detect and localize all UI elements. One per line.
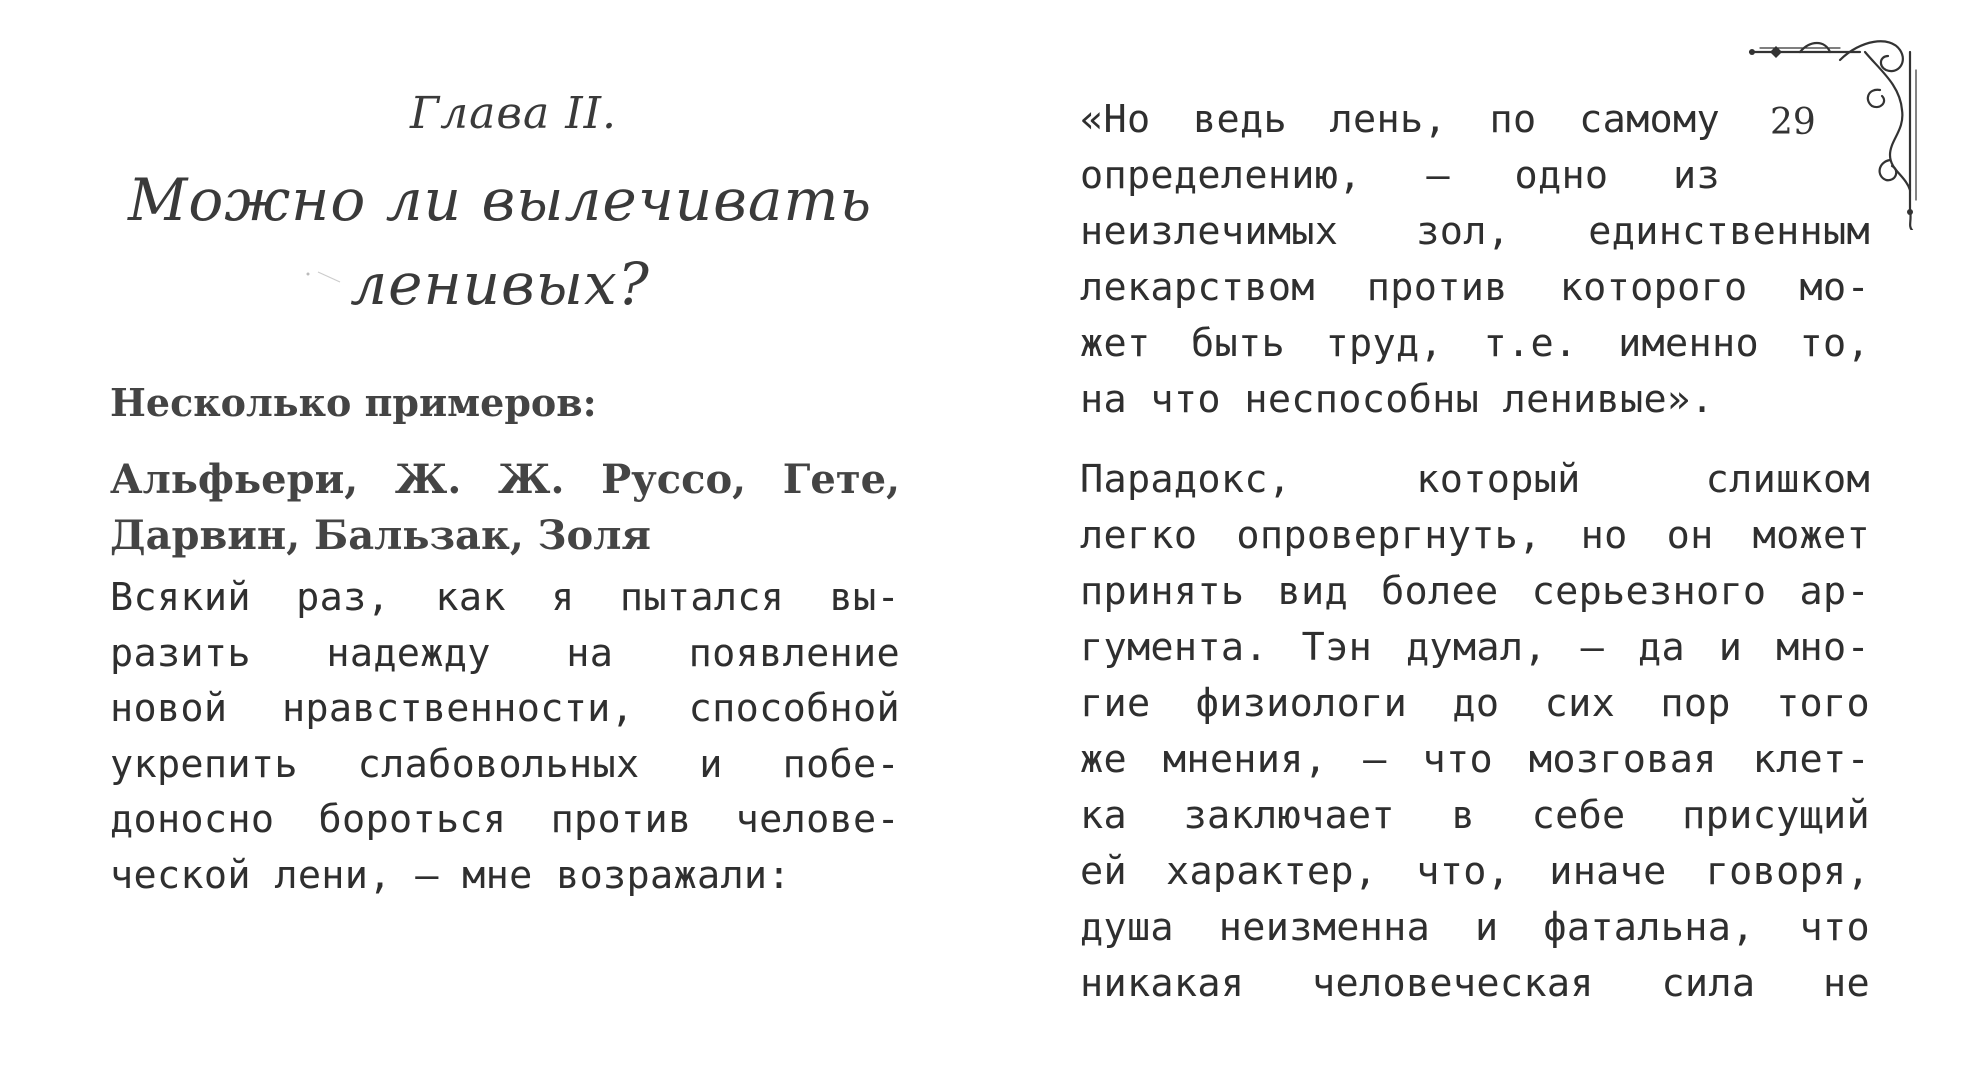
chapter-title-line-2: ленивых? xyxy=(350,250,650,318)
chapter-label: Глава II. xyxy=(410,88,617,139)
body-line: никакая человеческая сила не xyxy=(1080,961,1870,1006)
body-line: ка заключает в себе присущий xyxy=(1080,793,1870,838)
scan-speck-icon xyxy=(300,260,360,290)
body-line: новой нравственности, способной xyxy=(110,686,900,731)
body-line: лекарством против которого мо- xyxy=(1080,265,1870,310)
body-line: же мнения, – что мозговая клет- xyxy=(1080,737,1870,782)
body-line: «Но ведь лень, по самому xyxy=(1080,97,1720,142)
body-line: Парадокс, который слишком xyxy=(1080,457,1870,502)
body-line: жет быть труд, т.е. именно то, xyxy=(1080,321,1870,366)
right-paragraph-2 xyxy=(1080,452,1870,1012)
body-line: легко опровергнуть, но он может xyxy=(1080,513,1870,558)
chapter-title xyxy=(110,158,890,326)
right-paragraph-1 xyxy=(1080,92,1870,428)
body-line: ческой лени, – мне возражали: xyxy=(110,852,791,898)
body-line: гумента. Тэн думал, – да и мно- xyxy=(1080,625,1870,670)
body-line: разить надежду на появление xyxy=(110,630,900,676)
examples-list xyxy=(110,452,900,564)
examples-line-1: Альфьери, Ж. Ж. Руссо, Гете, xyxy=(110,456,900,503)
body-line: Всякий раз, как я пытался вы- xyxy=(110,575,900,620)
body-line: неизлечимых зол, единственным xyxy=(1080,209,1870,254)
page-number: 29 xyxy=(1770,102,1816,143)
body-line: душа неизменна и фатальна, что xyxy=(1080,905,1870,950)
body-line: ей характер, что, иначе говоря, xyxy=(1080,849,1870,894)
examples-line-2: Дарвин, Бальзак, Золя xyxy=(110,512,651,559)
left-body-paragraph xyxy=(110,570,900,903)
chapter-title-line-1: Можно ли вылечивать xyxy=(127,166,873,234)
body-line: укрепить слабовольных и побе- xyxy=(110,741,900,787)
body-line: гие физиологи до сих пор того xyxy=(1080,681,1870,726)
body-line: доносно бороться против челове- xyxy=(110,797,900,842)
examples-heading: Несколько примеров: xyxy=(110,380,597,425)
body-line: принять вид более серьезного ар- xyxy=(1080,569,1870,614)
body-line: определению, – одно из xyxy=(1080,153,1720,198)
body-line: на что неспособны ленивые». xyxy=(1080,377,1714,422)
